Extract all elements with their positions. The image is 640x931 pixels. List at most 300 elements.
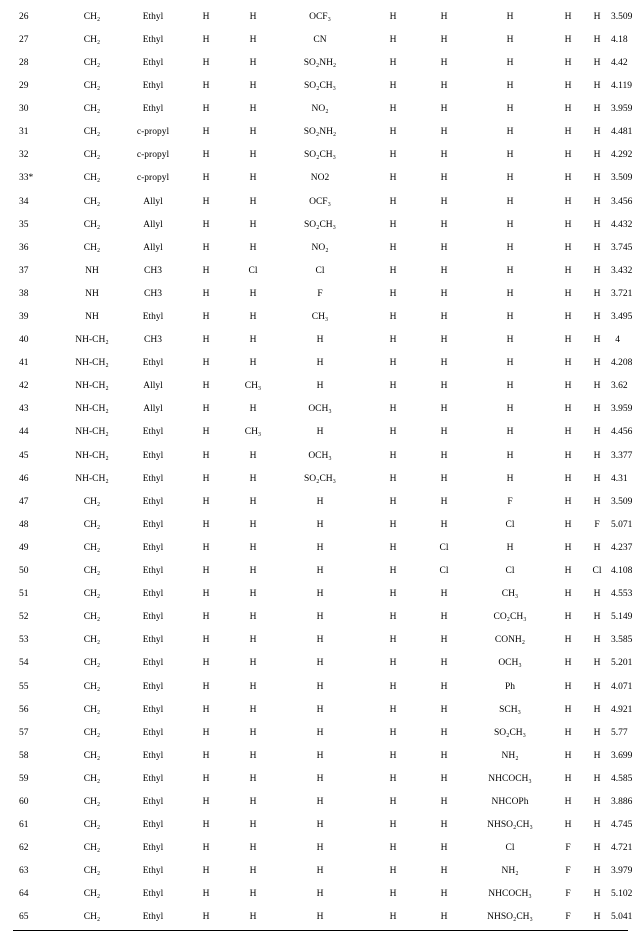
cell-r5: H (440, 796, 448, 807)
cell-linker: CH₂ (83, 127, 101, 138)
cell-r-group: Ethyl (142, 358, 164, 369)
cell-compound-number: 40 (19, 335, 29, 346)
cell-r5: H (440, 635, 448, 646)
cell-activity-value: 5.149 (611, 612, 633, 623)
cell-r2: H (249, 150, 257, 161)
cell-linker: NH-CH₂ (75, 335, 109, 346)
cell-r2: H (249, 612, 257, 623)
cell-r2: Cl (248, 265, 258, 276)
cell-linker: NH-CH₂ (75, 358, 109, 369)
table-row (13, 676, 628, 699)
cell-r3: SO₂CH₃ (304, 473, 336, 484)
cell-r7: H (564, 265, 572, 276)
cell-r6: H (506, 335, 514, 346)
cell-r7: H (564, 242, 572, 253)
cell-activity-value: 4.119 (611, 81, 633, 92)
cell-r3: H (316, 796, 324, 807)
cell-r5: H (440, 704, 448, 715)
cell-r6: Ph (504, 681, 516, 692)
cell-r1: H (202, 404, 210, 415)
cell-r4: H (389, 773, 397, 784)
cell-activity-value: 3.456 (611, 196, 633, 207)
cell-r1: H (202, 658, 210, 669)
cell-r7: H (564, 820, 572, 831)
cell-compound-number: 31 (19, 127, 29, 138)
table-row (13, 884, 628, 907)
cell-r6: F (507, 496, 513, 507)
cell-r8: H (593, 773, 601, 784)
cell-r5: H (440, 612, 448, 623)
cell-r-group: Ethyl (142, 542, 164, 553)
table-row (13, 630, 628, 653)
cell-r6: H (506, 34, 514, 45)
cell-r6: Cl (505, 519, 515, 530)
cell-activity-value: 3.585 (611, 635, 633, 646)
cell-compound-number: 35 (19, 219, 29, 230)
cell-r4: H (389, 312, 397, 323)
cell-r1: H (202, 265, 210, 276)
cell-r1: H (202, 11, 210, 22)
cell-r8: H (593, 496, 601, 507)
cell-r1: H (202, 312, 210, 323)
cell-r1: H (202, 519, 210, 530)
cell-r7: H (564, 681, 572, 692)
table-row (13, 653, 628, 676)
cell-r1: H (202, 196, 210, 207)
cell-r3: H (316, 889, 324, 900)
cell-r6: NH₂ (501, 866, 519, 877)
cell-linker: CH₂ (83, 589, 101, 600)
cell-r-group: Allyl (143, 381, 163, 392)
cell-r7: H (564, 358, 572, 369)
cell-r2: H (249, 773, 257, 784)
cell-activity-value: 5.041 (611, 907, 628, 931)
cell-r5: H (440, 820, 448, 831)
cell-r7: H (564, 704, 572, 715)
cell-linker: CH₂ (83, 81, 101, 92)
cell-activity-value: 4.721 (611, 843, 633, 854)
cell-r5: H (440, 312, 448, 323)
table-row (13, 468, 628, 491)
cell-compound-number: 26 (19, 11, 29, 22)
cell-r8: H (593, 796, 601, 807)
cell-activity-value: 5.071 (611, 519, 633, 530)
cell-r6: Cl (505, 843, 515, 854)
cell-compound-number: 34 (19, 196, 29, 207)
cell-activity-value: 3.959 (611, 404, 633, 415)
cell-r1: H (202, 750, 210, 761)
table-row (13, 260, 628, 283)
cell-compound-number: 57 (19, 727, 29, 738)
cell-r1: H (202, 335, 210, 346)
cell-r1: H (202, 681, 210, 692)
cell-compound-number: 44 (19, 427, 29, 438)
cell-r1: H (202, 796, 210, 807)
cell-compound-number: 55 (19, 681, 29, 692)
cell-linker: CH₂ (83, 242, 101, 253)
cell-r2: H (249, 450, 257, 461)
cell-r6: H (506, 57, 514, 68)
cell-compound-number: 43 (19, 404, 29, 415)
cell-r8: F (594, 519, 600, 530)
cell-r8: H (593, 265, 601, 276)
cell-r2: H (249, 566, 257, 577)
cell-r5: H (440, 589, 448, 600)
cell-r2: H (249, 11, 257, 22)
cell-r-group: Ethyl (142, 519, 164, 530)
cell-r5: Cl (439, 566, 449, 577)
cell-r6: CH₃ (501, 589, 519, 600)
cell-r-group: Ethyl (142, 81, 164, 92)
cell-r7: H (564, 312, 572, 323)
cell-activity-value: 4.292 (611, 150, 633, 161)
table-row (13, 306, 628, 329)
cell-r5: H (440, 473, 448, 484)
cell-activity-value: 4.745 (611, 820, 633, 831)
cell-linker: CH₂ (83, 796, 101, 807)
cell-r4: H (389, 404, 397, 415)
cell-r-group: Ethyl (142, 635, 164, 646)
cell-compound-number: 38 (19, 288, 29, 299)
cell-compound-number: 49 (19, 542, 29, 553)
cell-r2: H (249, 219, 257, 230)
cell-r8: H (593, 542, 601, 553)
cell-r6: NH₂ (501, 750, 519, 761)
cell-r-group: Ethyl (142, 681, 164, 692)
cell-r8: H (593, 843, 601, 854)
cell-r3: H (316, 612, 324, 623)
table-row (13, 422, 628, 445)
cell-r6: H (506, 358, 514, 369)
cell-compound-number: 58 (19, 750, 29, 761)
cell-r5: H (440, 288, 448, 299)
cell-r-group: Allyl (143, 404, 163, 415)
cell-linker: CH₂ (83, 843, 101, 854)
cell-r7: H (564, 496, 572, 507)
cell-r4: H (389, 496, 397, 507)
cell-linker: CH₂ (83, 820, 101, 831)
cell-r5: H (440, 335, 448, 346)
cell-linker: NH-CH₂ (75, 404, 109, 415)
cell-activity-value: 4.237 (611, 542, 633, 553)
cell-r7: H (564, 196, 572, 207)
cell-r-group: Ethyl (142, 727, 164, 738)
cell-linker: CH₂ (83, 866, 101, 877)
cell-activity-value: 5.201 (611, 658, 633, 669)
cell-r1: H (181, 907, 231, 931)
cell-r6: H (506, 11, 514, 22)
cell-r3: H (316, 542, 324, 553)
table-row (13, 606, 628, 629)
cell-r-group: Ethyl (142, 312, 164, 323)
cell-r5: H (440, 450, 448, 461)
cell-r1: H (202, 450, 210, 461)
cell-r-group: Ethyl (142, 11, 164, 22)
cell-r4: H (389, 150, 397, 161)
cell-r-group: Ethyl (142, 57, 164, 68)
compound-data-table (13, 6, 633, 931)
cell-linker: NH (85, 312, 99, 323)
cell-compound-number: 59 (19, 773, 29, 784)
cell-r-group: Allyl (143, 242, 163, 253)
cell-r4: H (389, 358, 397, 369)
cell-linker: NH (85, 265, 99, 276)
cell-r7: H (564, 81, 572, 92)
cell-r2: H (249, 358, 257, 369)
cell-r-group: c-propyl (136, 150, 170, 161)
cell-r3: H (316, 704, 324, 715)
cell-r4: H (365, 907, 421, 931)
cell-r3: NO2 (310, 173, 330, 184)
cell-linker: CH₂ (83, 542, 101, 553)
cell-r-group: Allyl (143, 219, 163, 230)
cell-r5: H (440, 843, 448, 854)
cell-r1: H (202, 612, 210, 623)
cell-r3: OCF₃ (309, 196, 331, 207)
cell-r7: H (564, 773, 572, 784)
cell-r8: H (593, 866, 601, 877)
cell-r2: H (249, 288, 257, 299)
cell-r5: H (440, 104, 448, 115)
cell-r2: H (249, 820, 257, 831)
cell-compound-number: 51 (19, 589, 29, 600)
cell-r7: H (564, 589, 572, 600)
cell-r2: CH₃ (244, 427, 262, 438)
cell-linker: CH₂ (83, 635, 101, 646)
cell-r2: H (249, 81, 257, 92)
cell-activity-value: 5.102 (611, 889, 633, 900)
cell-activity-value: 3.509 (611, 11, 633, 22)
cell-r7: H (564, 519, 572, 530)
cell-r7: H (564, 219, 572, 230)
cell-r4: H (389, 242, 397, 253)
cell-r5: H (440, 773, 448, 784)
cell-activity-value: 4.432 (611, 219, 633, 230)
cell-r2: H (249, 658, 257, 669)
table-row (13, 237, 628, 260)
cell-r8: H (593, 750, 601, 761)
cell-r7: F (553, 907, 583, 931)
cell-r7: H (564, 635, 572, 646)
cell-r5: H (440, 265, 448, 276)
cell-r1: H (202, 173, 210, 184)
cell-r8: H (593, 312, 601, 323)
cell-r2: H (249, 750, 257, 761)
cell-r4: H (389, 566, 397, 577)
cell-r3: Cl (315, 265, 325, 276)
cell-compound-number: 37 (19, 265, 29, 276)
cell-activity-value: 4.071 (611, 681, 633, 692)
cell-r2: H (249, 242, 257, 253)
cell-r7: H (564, 450, 572, 461)
cell-compound-number: 41 (19, 358, 29, 369)
cell-r3: NO₂ (311, 104, 329, 115)
cell-r2: H (249, 104, 257, 115)
table-row (13, 168, 628, 191)
cell-r-group: CH3 (144, 335, 162, 346)
cell-r1: H (202, 57, 210, 68)
cell-r1: H (202, 34, 210, 45)
cell-r7: H (564, 173, 572, 184)
cell-r4: H (389, 612, 397, 623)
cell-linker: CH₂ (83, 773, 101, 784)
cell-r8: H (593, 127, 601, 138)
cell-activity-value: 4.108 (611, 566, 633, 577)
cell-compound-number: 42 (19, 381, 29, 392)
cell-r1: H (202, 288, 210, 299)
cell-r-group: Ethyl (142, 796, 164, 807)
cell-linker: NH (85, 288, 99, 299)
cell-r4: H (389, 820, 397, 831)
cell-compound-number: 60 (19, 796, 29, 807)
cell-r5: H (440, 34, 448, 45)
cell-r4: H (389, 265, 397, 276)
cell-r-group: Ethyl (142, 866, 164, 877)
cell-r-group: Ethyl (142, 658, 164, 669)
cell-r8: Cl (592, 566, 602, 577)
cell-compound-number: 53 (19, 635, 29, 646)
cell-compound-number: 47 (19, 496, 29, 507)
cell-r6: H (506, 542, 514, 553)
cell-r7: H (564, 727, 572, 738)
cell-r8: H (593, 612, 601, 623)
cell-activity-value: 4.18 (611, 34, 628, 45)
cell-r1: H (202, 635, 210, 646)
cell-r2: H (249, 635, 257, 646)
cell-r-group: CH3 (144, 288, 162, 299)
cell-r8: H (593, 635, 601, 646)
cell-r1: H (202, 242, 210, 253)
cell-r7: H (564, 57, 572, 68)
table-row (13, 491, 628, 514)
cell-r-group: c-propyl (136, 127, 170, 138)
cell-r1: H (202, 542, 210, 553)
table-row (13, 191, 628, 214)
table-row (13, 583, 628, 606)
cell-r6: H (506, 381, 514, 392)
cell-r7: H (564, 612, 572, 623)
cell-r2: H (249, 681, 257, 692)
cell-linker: CH₂ (83, 219, 101, 230)
cell-r1: H (202, 773, 210, 784)
cell-r6: H (506, 219, 514, 230)
cell-activity-value: 3.377 (611, 450, 633, 461)
cell-r3: H (316, 335, 324, 346)
cell-r6: H (506, 288, 514, 299)
cell-activity-value: 4.31 (611, 473, 628, 484)
cell-r7: H (564, 335, 572, 346)
cell-r2: H (249, 335, 257, 346)
cell-r-group: Ethyl (142, 496, 164, 507)
cell-r4: H (389, 427, 397, 438)
cell-r1: H (202, 704, 210, 715)
table-row (13, 145, 628, 168)
cell-r2: H (249, 589, 257, 600)
cell-r-group: Ethyl (142, 704, 164, 715)
cell-r5: H (440, 658, 448, 669)
cell-r7: H (564, 150, 572, 161)
cell-linker: NH-CH₂ (75, 427, 109, 438)
cell-r-group: Ethyl (142, 566, 164, 577)
cell-r7: H (564, 104, 572, 115)
cell-r4: H (389, 796, 397, 807)
cell-r6: SCH₃ (499, 704, 521, 715)
cell-r1: H (202, 219, 210, 230)
cell-r4: H (389, 173, 397, 184)
cell-r2: H (249, 312, 257, 323)
cell-r6: CO₂CH₃ (493, 612, 527, 623)
cell-r3: H (316, 566, 324, 577)
cell-r5: H (440, 404, 448, 415)
cell-r1: H (202, 104, 210, 115)
cell-linker: CH₂ (83, 612, 101, 623)
cell-r5: H (440, 381, 448, 392)
cell-r7: H (564, 427, 572, 438)
cell-r8: H (593, 81, 601, 92)
cell-r4: H (389, 542, 397, 553)
cell-compound-number: 29 (19, 81, 29, 92)
cell-r8: H (593, 681, 601, 692)
cell-r4: H (389, 635, 397, 646)
table-row (13, 376, 628, 399)
cell-linker: CH₂ (83, 173, 101, 184)
table-row (13, 29, 628, 52)
cell-r2: H (249, 519, 257, 530)
cell-r8: H (593, 889, 601, 900)
cell-r4: H (389, 196, 397, 207)
cell-r6: NHCOCH₃ (488, 773, 532, 784)
cell-r8: H (593, 727, 601, 738)
cell-linker: NH-CH₂ (75, 381, 109, 392)
cell-r8: H (593, 381, 601, 392)
cell-r3: OCH₃ (308, 404, 332, 415)
cell-r1: H (202, 473, 210, 484)
cell-r7: H (564, 542, 572, 553)
cell-r1: H (202, 820, 210, 831)
cell-r8: H (593, 704, 601, 715)
cell-r5: H (440, 242, 448, 253)
cell-r-group: Ethyl (142, 843, 164, 854)
cell-r7: H (564, 34, 572, 45)
cell-activity-value: 4 (615, 335, 620, 346)
cell-r8: H (593, 104, 601, 115)
cell-activity-value: 4.921 (611, 704, 633, 715)
cell-r-group: Ethyl (142, 34, 164, 45)
cell-r7: H (564, 566, 572, 577)
table-row (13, 791, 628, 814)
cell-compound-number: 45 (19, 450, 29, 461)
cell-activity-value: 3.509 (611, 496, 633, 507)
cell-r3: OCF₃ (309, 11, 331, 22)
cell-r3: H (316, 773, 324, 784)
cell-r4: H (389, 750, 397, 761)
cell-r7: F (565, 866, 571, 877)
cell-r4: H (389, 658, 397, 669)
cell-linker: CH₂ (83, 104, 101, 115)
cell-r5: H (440, 866, 448, 877)
cell-r3: SO₂CH₃ (304, 219, 336, 230)
cell-r2: H (249, 796, 257, 807)
cell-linker: CH₂ (83, 889, 101, 900)
cell-r3: H (316, 681, 324, 692)
cell-r1: H (202, 889, 210, 900)
cell-r1: H (202, 127, 210, 138)
cell-r-group: Ethyl (142, 889, 164, 900)
cell-r6: H (506, 104, 514, 115)
cell-r8: H (593, 288, 601, 299)
table-row (13, 399, 628, 422)
cell-compound-number: 62 (19, 843, 29, 854)
